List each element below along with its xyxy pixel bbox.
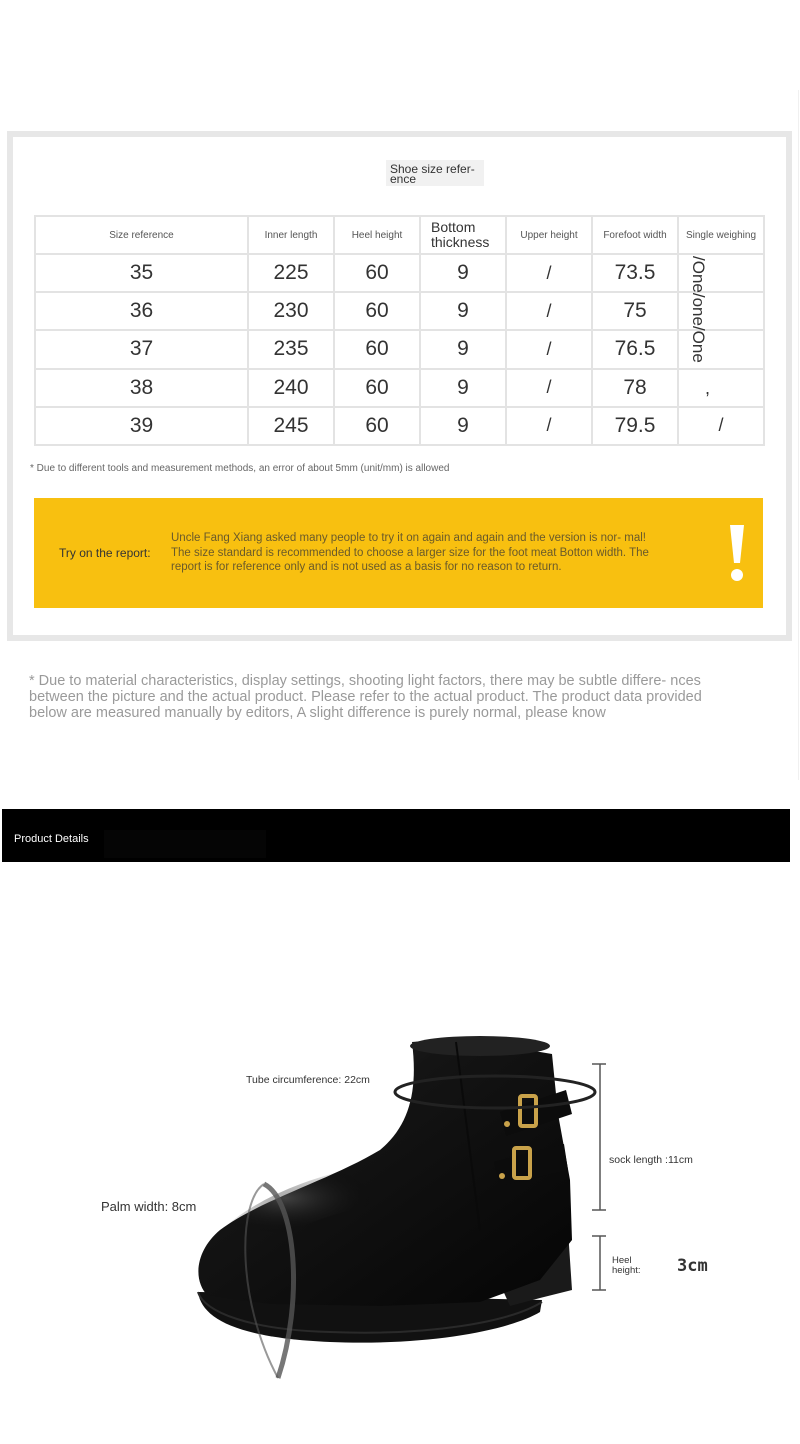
single-weighing-cell: /: [678, 407, 764, 445]
tube-circumference-label: Tube circumference: 22cm: [246, 1074, 370, 1086]
upper-height-cell: /: [506, 369, 592, 407]
palm-width-label: Palm width: 8cm: [101, 1199, 197, 1214]
upper-height-cell: /: [506, 254, 592, 292]
table-row: [35, 369, 764, 407]
inner-length-cell: 225: [248, 254, 334, 292]
table-row: [35, 292, 764, 330]
column-header: Size reference: [35, 216, 248, 254]
column-header: Upper height: [506, 216, 592, 254]
column-header: Heel height: [334, 216, 420, 254]
upper-height-cell: /: [506, 330, 592, 368]
column-header: Single weighing: [678, 216, 764, 254]
upper-height-cell: /: [506, 407, 592, 445]
table-header-row: [35, 216, 764, 254]
bottom-thickness-cell: 9: [420, 369, 506, 407]
sock-length-label: sock length :11cm: [609, 1154, 693, 1166]
upper-height-cell: /: [506, 292, 592, 330]
inner-length-cell: 240: [248, 369, 334, 407]
size-cell: 36: [35, 292, 248, 330]
forefoot-width-cell: 73.5: [592, 254, 678, 292]
size-cell: 35: [35, 254, 248, 292]
bottom-thickness-cell: 9: [420, 254, 506, 292]
size-cell: 39: [35, 407, 248, 445]
bottom-thickness-cell: 9: [420, 292, 506, 330]
heel-height-cell: 60: [334, 407, 420, 445]
heel-height-cell: 60: [334, 292, 420, 330]
bottom-thickness-cell: 9: [420, 407, 506, 445]
heel-height-cell: 60: [334, 330, 420, 368]
heel-height-label: Heel height:: [612, 1255, 641, 1276]
heel-height-cell: 60: [334, 254, 420, 292]
disclaimer-text: * Due to material characteristics, display settings, shooting light factors, there may be subtle differe- nces between the picture and the actual product. Please refer to the actual product. The product data provided below are measured manually by editors, A slight difference is purely normal, please know: [29, 673, 702, 721]
forefoot-width-cell: 76.5: [592, 330, 678, 368]
size-reference-title: Shoe size refer- ence: [386, 160, 484, 186]
heel-height-cell: 60: [334, 369, 420, 407]
column-header: Inner length: [248, 216, 334, 254]
forefoot-width-cell: 78: [592, 369, 678, 407]
product-details-title: Product Details: [14, 833, 89, 845]
exclamation-icon: [724, 523, 750, 585]
size-cell: 38: [35, 369, 248, 407]
single-weighing-vertical-text: [686, 254, 710, 384]
inner-length-cell: 245: [248, 407, 334, 445]
table-row: [35, 407, 764, 445]
table-row: [35, 330, 764, 368]
inner-length-cell: 235: [248, 330, 334, 368]
size-cell: 37: [35, 330, 248, 368]
forefoot-width-cell: 79.5: [592, 407, 678, 445]
heel-height-value: 3cm: [677, 1256, 708, 1276]
column-header: Forefoot width: [592, 216, 678, 254]
size-table: [34, 215, 765, 446]
single-weighing-vertical-label: /One/one/One: [689, 256, 708, 363]
column-header: Bottom thickness: [420, 216, 506, 254]
single-weighing-comma: ,: [705, 378, 711, 398]
report-label: Try on the report:: [59, 546, 151, 560]
table-row: [35, 254, 764, 292]
edge-line: [798, 90, 799, 780]
report-text: Uncle Fang Xiang asked many people to try it on again and again and the version is nor- mal! The size standard is recommended to choose a larger size for the foot meat Botton width. The report is for reference only and is not used as a basis for no reason to return.: [171, 532, 649, 573]
tolerance-note: * Due to different tools and measurement methods, an error of about 5mm (unit/mm) is allowed: [30, 463, 450, 474]
bottom-thickness-cell: 9: [420, 330, 506, 368]
inner-length-cell: 230: [248, 292, 334, 330]
header-dark-block: [104, 830, 266, 858]
forefoot-width-cell: 75: [592, 292, 678, 330]
